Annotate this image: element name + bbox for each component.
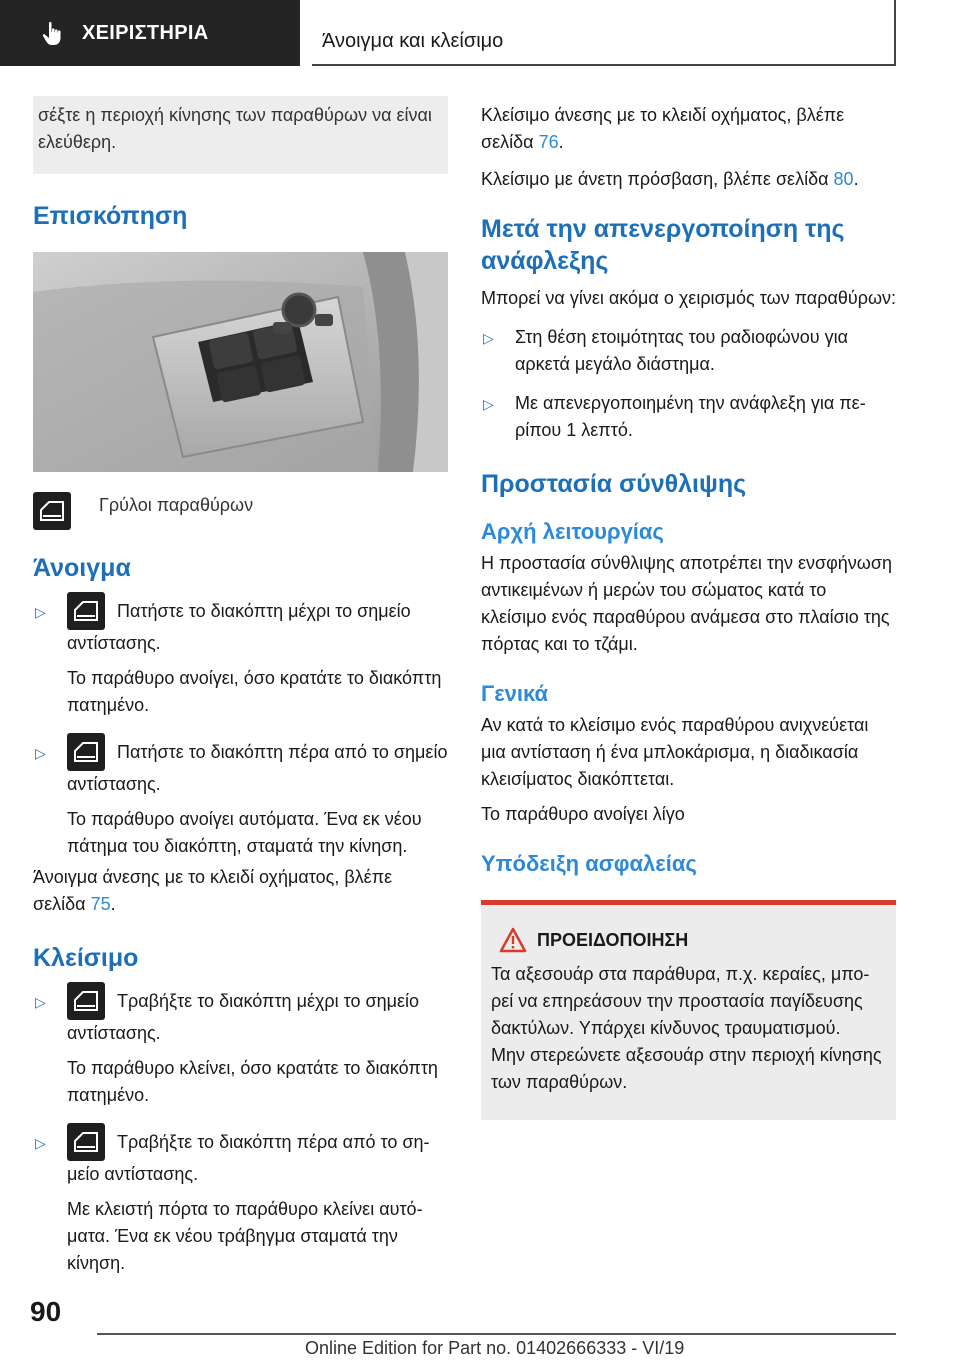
comfort-open-page-link[interactable]: 75	[90, 894, 111, 914]
after-ignition-bullet-2	[481, 390, 896, 444]
open-step-1-note: Το παράθυρο ανοίγει, όσο κρατάτε το διακόπτη πατημένο.	[67, 668, 442, 715]
window-close-icon	[67, 982, 105, 1020]
edition-footer: Online Edition for Part no. 01402666333 - VI/19	[305, 1338, 685, 1358]
window-open-auto-icon	[67, 733, 105, 771]
general-text: Αν κατά το κλείσιμο ενός παραθύρου ανιχνεύεται μια αντίσταση ή ένα μπλοκάρισμα, η διαδικασία κλεισίματος διακόπτεται.	[481, 715, 869, 789]
window-switch-photo	[33, 252, 448, 472]
comfort-close-text: Κλείσιμο άνεσης με το κλειδί οχήματος, βλέπε σελίδα	[481, 105, 845, 152]
bullet-triangle-icon: ▷	[483, 396, 494, 412]
left-column	[33, 96, 448, 1277]
after-ignition-bullet-1-text: Στη θέση ετοιμότητας του ραδιοφώνου για αρκετά μεγάλο διάστημα.	[515, 327, 848, 374]
section-tab	[0, 0, 300, 66]
close-step-2	[33, 1129, 448, 1277]
window-switch-icon	[33, 492, 71, 530]
principle-text: Η προστασία σύνθλιψης αποτρέπει την ενσφήνωση αντικειμένων ή μερών του σώματος κατά το κλείσιμο ενός παραθύρου ανάμεσα στο πλαίσιο της πόρτας και το τζάμι.	[481, 553, 892, 654]
access-close-page-link[interactable]: 80	[833, 169, 854, 189]
close-step-2-text: Τραβήξτε το διακόπτη πέρα από το σημείο αντίστασης.	[67, 1132, 430, 1184]
comfort-open-text: Άνοιγμα άνεσης με το κλειδί οχήματος, βλέπε σελίδα	[33, 867, 393, 914]
hand-icon	[40, 20, 66, 46]
overview-heading: Επισκόπηση	[33, 202, 188, 230]
bullet-triangle-icon: ▷	[35, 745, 46, 761]
warning-box	[481, 900, 896, 1120]
after-ignition-intro: Μπορεί να γίνει ακόμα ο χειρισμός των παραθύρων:	[481, 288, 897, 308]
comfort-close-page-link[interactable]: 76	[538, 132, 559, 152]
footer-divider	[97, 1333, 896, 1335]
comfort-close-ref: Κλείσιμο άνεσης με το κλειδί οχήματος, βλέπε σελίδα 76.	[481, 105, 845, 152]
window-close-auto-icon	[67, 1123, 105, 1161]
close-step-1-note: Το παράθυρο κλείνει, όσο κρατάτε το διακόπτη πατημένο.	[67, 1058, 438, 1105]
section-title: ΧΕΙΡΙΣΤΗΡΙΑ	[82, 21, 209, 44]
open-heading: Άνοιγμα	[33, 554, 131, 582]
access-close-text: Κλείσιμο με άνετη πρόσβαση, βλέπε σελίδα	[481, 169, 829, 189]
after-ignition-heading: Μετά την απενεργοποίηση της ανάφλεξης	[481, 215, 845, 275]
safety-heading: Υπόδειξη ασφαλείας	[481, 851, 697, 876]
open-step-1-text: Πατήστε το διακόπτη μέχρι το σημείο αντίστασης.	[67, 601, 411, 653]
close-heading: Κλείσιμο	[33, 944, 139, 972]
photo-caption	[33, 492, 448, 530]
right-column	[481, 96, 896, 1120]
comfort-open-ref: Άνοιγμα άνεσης με το κλειδί οχήματος, βλέπε σελίδα 75.	[33, 867, 393, 914]
bullet-triangle-icon: ▷	[483, 330, 494, 346]
warning-text-2: Μην στερεώνετε αξεσουάρ στην περιοχή κίνησης των παραθύρων.	[491, 1045, 882, 1092]
close-step-1-text: Τραβήξτε το διακόπτη μέχρι το σημείο αντίστασης.	[67, 991, 420, 1043]
window-open-icon	[67, 592, 105, 630]
warning-label: ΠΡΟΕΙΔΟΠΟΙΗΣΗ	[537, 929, 689, 950]
page-header	[0, 0, 960, 66]
close-step-1	[33, 988, 448, 1109]
access-close-ref: Κλείσιμο με άνετη πρόσβαση, βλέπε σελίδα 80.	[481, 169, 859, 189]
close-step-2-note: Με κλειστή πόρτα το παράθυρο κλείνει αυτόματα. Ένα εκ νέου τράβηγμα σταματά την κίνηση.	[67, 1199, 423, 1273]
after-ignition-bullet-1	[481, 324, 896, 378]
open-step-2	[33, 739, 448, 860]
open-step-2-text: Πατήστε το διακόπτη πέρα από το σημείο αντίστασης.	[67, 742, 448, 794]
warning-header	[491, 927, 884, 953]
warning-text-1: Τα αξεσουάρ στα παράθυρα, π.χ. κεραίες, μπορεί να επηρεάσουν την προστασία παγίδευσης δακτύλων. Υπάρχει κίνδυνος τραυματισμού.	[491, 964, 870, 1038]
after-ignition-bullet-2-text: Με απενεργοποιημένη την ανάφλεξη για περίπου 1 λεπτό.	[515, 393, 866, 440]
warning-triangle-icon	[499, 927, 527, 953]
page-number: 90	[30, 1296, 62, 1327]
caption-text: Γρύλοι παραθύρων	[99, 495, 254, 515]
general-text-2: Το παράθυρο ανοίγει λίγο	[481, 804, 685, 824]
bullet-triangle-icon: ▷	[35, 1135, 46, 1151]
bullet-triangle-icon: ▷	[35, 604, 46, 620]
general-heading: Γενικά	[481, 681, 549, 706]
principle-heading: Αρχή λειτουργίας	[481, 519, 664, 544]
open-step-1	[33, 598, 448, 719]
pinch-protection-heading: Προστασία σύνθλιψης	[481, 470, 747, 498]
note-text: σέξτε η περιοχή κίνησης των παραθύρων να είναι ελεύθερη.	[38, 105, 432, 152]
continued-note	[33, 96, 448, 174]
bullet-triangle-icon: ▷	[35, 994, 46, 1010]
open-step-2-note: Το παράθυρο ανοίγει αυτόματα. Ένα εκ νέου πάτημα του διακόπτη, σταματά την κίνηση.	[67, 809, 422, 856]
chapter-tab	[312, 0, 896, 66]
chapter-title: Άνοιγμα και κλείσιμο	[322, 30, 504, 52]
